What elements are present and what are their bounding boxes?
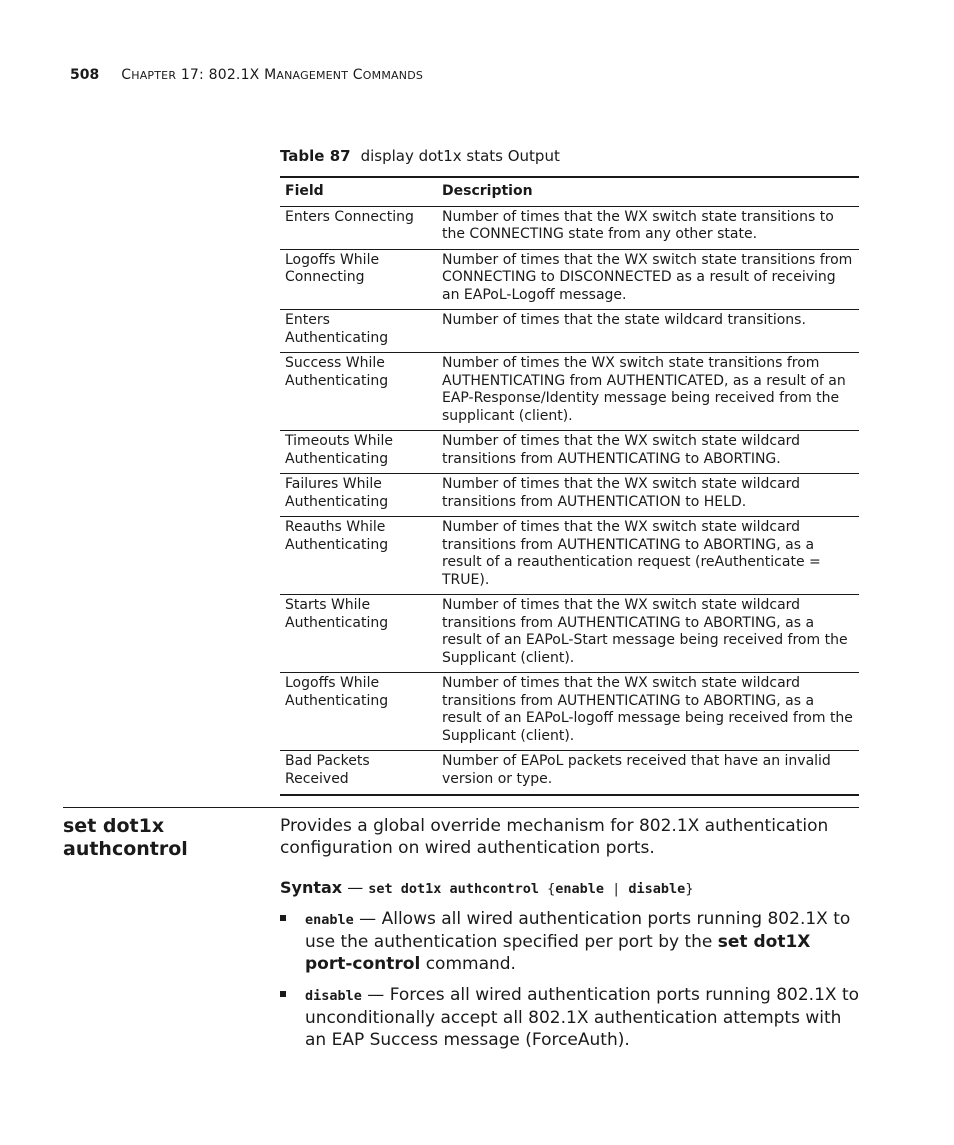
field-cell: Bad Packets Received [280, 751, 437, 796]
syntax-command: set dot1x authcontrol [368, 881, 539, 897]
table-row [280, 206, 859, 249]
list-item: disable — Forces all wired authentication ports running 802.1X to unconditionally accept all 802.1X authentication attempts with an EAP Success message (ForceAuth). [280, 984, 860, 1051]
description-cell: Number of times that the state wildcard transitions. [437, 310, 859, 353]
list-item: enable — Allows all wired authentication ports running 802.1X to use the authentication specified per port by the set dot1X port-control command. [280, 908, 860, 975]
field-cell: Reauths While Authenticating [280, 517, 437, 595]
description-cell: Number of times that the WX switch state transitions to the CONNECTING state from any other state. [437, 206, 859, 249]
table-row [280, 353, 859, 431]
description-cell: Number of times that the WX switch state wildcard transitions from AUTHENTICATION to HELD. [437, 474, 859, 517]
option-keyword: enable [305, 912, 354, 928]
table-row [280, 249, 859, 310]
chapter-title: CHAPTER 17: 802.1X MANAGEMENT COMMANDS [121, 67, 424, 83]
field-cell: Success While Authenticating [280, 353, 437, 431]
description-cell: Number of times that the WX switch state wildcard transitions from AUTHENTICATING to ABORTING, as a result of an EAPoL-Start message being received from the Supplicant (client). [437, 595, 859, 673]
stats-table-wrapper [280, 176, 859, 796]
field-cell: Timeouts While Authenticating [280, 431, 437, 474]
field-cell: Enters Connecting [280, 206, 437, 249]
table-caption [280, 147, 560, 165]
syntax-line: Syntax — set dot1x authcontrol {enable | disable} [280, 878, 694, 897]
field-cell: Enters Authenticating [280, 310, 437, 353]
field-cell: Logoffs While Authenticating [280, 673, 437, 751]
table-row [280, 751, 859, 796]
section-divider [63, 807, 859, 808]
bullet-square-icon [280, 915, 286, 921]
option-list [280, 908, 860, 1051]
table-row [280, 310, 859, 353]
table-row [280, 474, 859, 517]
table-header-row [280, 177, 859, 206]
column-header-field: Field [280, 177, 437, 206]
section-body [280, 815, 860, 1060]
description-cell: Number of times that the WX switch state transitions from CONNECTING to DISCONNECTED as a result of receiving an EAPoL-Logoff message. [437, 249, 859, 310]
description-cell: Number of times that the WX switch state wildcard transitions from AUTHENTICATING to ABORTING, as a result of a reauthentication request (reAuthenticate = TRUE). [437, 517, 859, 595]
description-cell: Number of times the WX switch state transitions from AUTHENTICATING from AUTHENTICATED, as a result of an EAP-Response/Identity message being received from the supplicant (client). [437, 353, 859, 431]
field-cell: Logoffs While Connecting [280, 249, 437, 310]
section-intro: Provides a global override mechanism for 802.1X authentication configuration on wired authentication ports. [280, 816, 829, 858]
bullet-square-icon [280, 991, 286, 997]
stats-table [280, 176, 859, 796]
syntax-label: Syntax [280, 878, 343, 897]
option-keyword: disable [305, 988, 362, 1004]
field-cell: Failures While Authenticating [280, 474, 437, 517]
table-row [280, 517, 859, 595]
running-header [70, 67, 423, 83]
table-caption-text: display dot1x stats Output [360, 147, 560, 165]
section-heading: set dot1x authcontrol [63, 815, 188, 860]
description-cell: Number of times that the WX switch state wildcard transitions from AUTHENTICATING to ABORTING. [437, 431, 859, 474]
column-header-description: Description [437, 177, 859, 206]
table-row [280, 431, 859, 474]
command-reference: set dot1X port-control [305, 932, 811, 974]
page-number: 508 [70, 67, 100, 83]
description-cell: Number of EAPoL packets received that have an invalid version or type. [437, 751, 859, 796]
table-caption-label: Table 87 [280, 147, 351, 165]
syntax-option-enable: enable [555, 881, 605, 897]
description-cell: Number of times that the WX switch state wildcard transitions from AUTHENTICATING to ABORTING, as a result of an EAPoL-logoff message being received from the Supplicant (client). [437, 673, 859, 751]
table-row [280, 595, 859, 673]
table-row [280, 673, 859, 751]
syntax-option-disable: disable [628, 881, 686, 897]
field-cell: Starts While Authenticating [280, 595, 437, 673]
